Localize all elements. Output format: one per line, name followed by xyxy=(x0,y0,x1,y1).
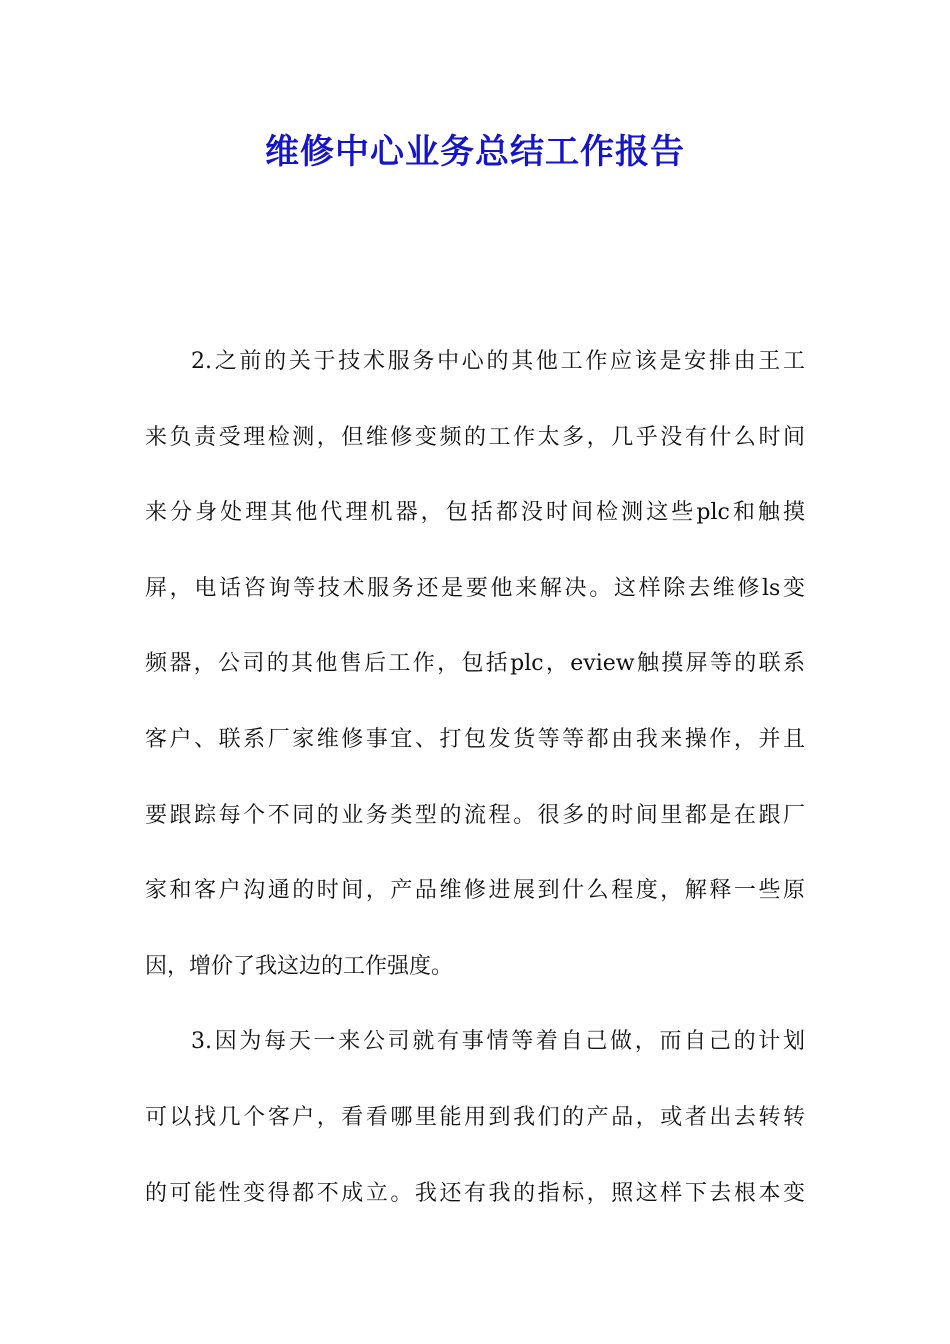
paragraph-line: 要跟踪每个不同的业务类型的流程。很多的时间里都是在跟厂 xyxy=(145,802,805,828)
paragraph-line: 来负责受理检测，但维修变频的工作太多，几乎没有什么时间 xyxy=(145,424,805,450)
paragraph-line: 客户、联系厂家维修事宜、打包发货等等都由我来操作，并且 xyxy=(145,726,805,752)
paragraph-line: 屏，电话咨询等技术服务还是要他来解决。这样除去维修ls变 xyxy=(145,575,805,601)
paragraph-line: 家和客户沟通的时间，产品维修进展到什么程度，解释一些原 xyxy=(145,878,805,904)
paragraph-line: 2.之前的关于技术服务中心的其他工作应该是安排由王工 xyxy=(191,349,805,374)
paragraph-line: 可以找几个客户，看看哪里能用到我们的产品，或者出去转转 xyxy=(145,1104,805,1130)
paragraph-line: 因，增价了我这边的工作强度。 xyxy=(145,953,454,979)
paragraph-line: 来分身处理其他代理机器，包括都没时间检测这些plc和触摸 xyxy=(145,500,805,526)
paragraph-line: 的可能性变得都不成立。我还有我的指标，照这样下去根本变 xyxy=(145,1180,805,1206)
paragraph-line: 频器，公司的其他售后工作，包括plc，eview触摸屏等的联系 xyxy=(145,651,805,677)
document-body xyxy=(145,336,805,1243)
document-title: 维修中心业务总结工作报告 xyxy=(265,132,685,172)
paragraph-line: 3.因为每天一来公司就有事情等着自己做，而自己的计划 xyxy=(191,1029,805,1055)
